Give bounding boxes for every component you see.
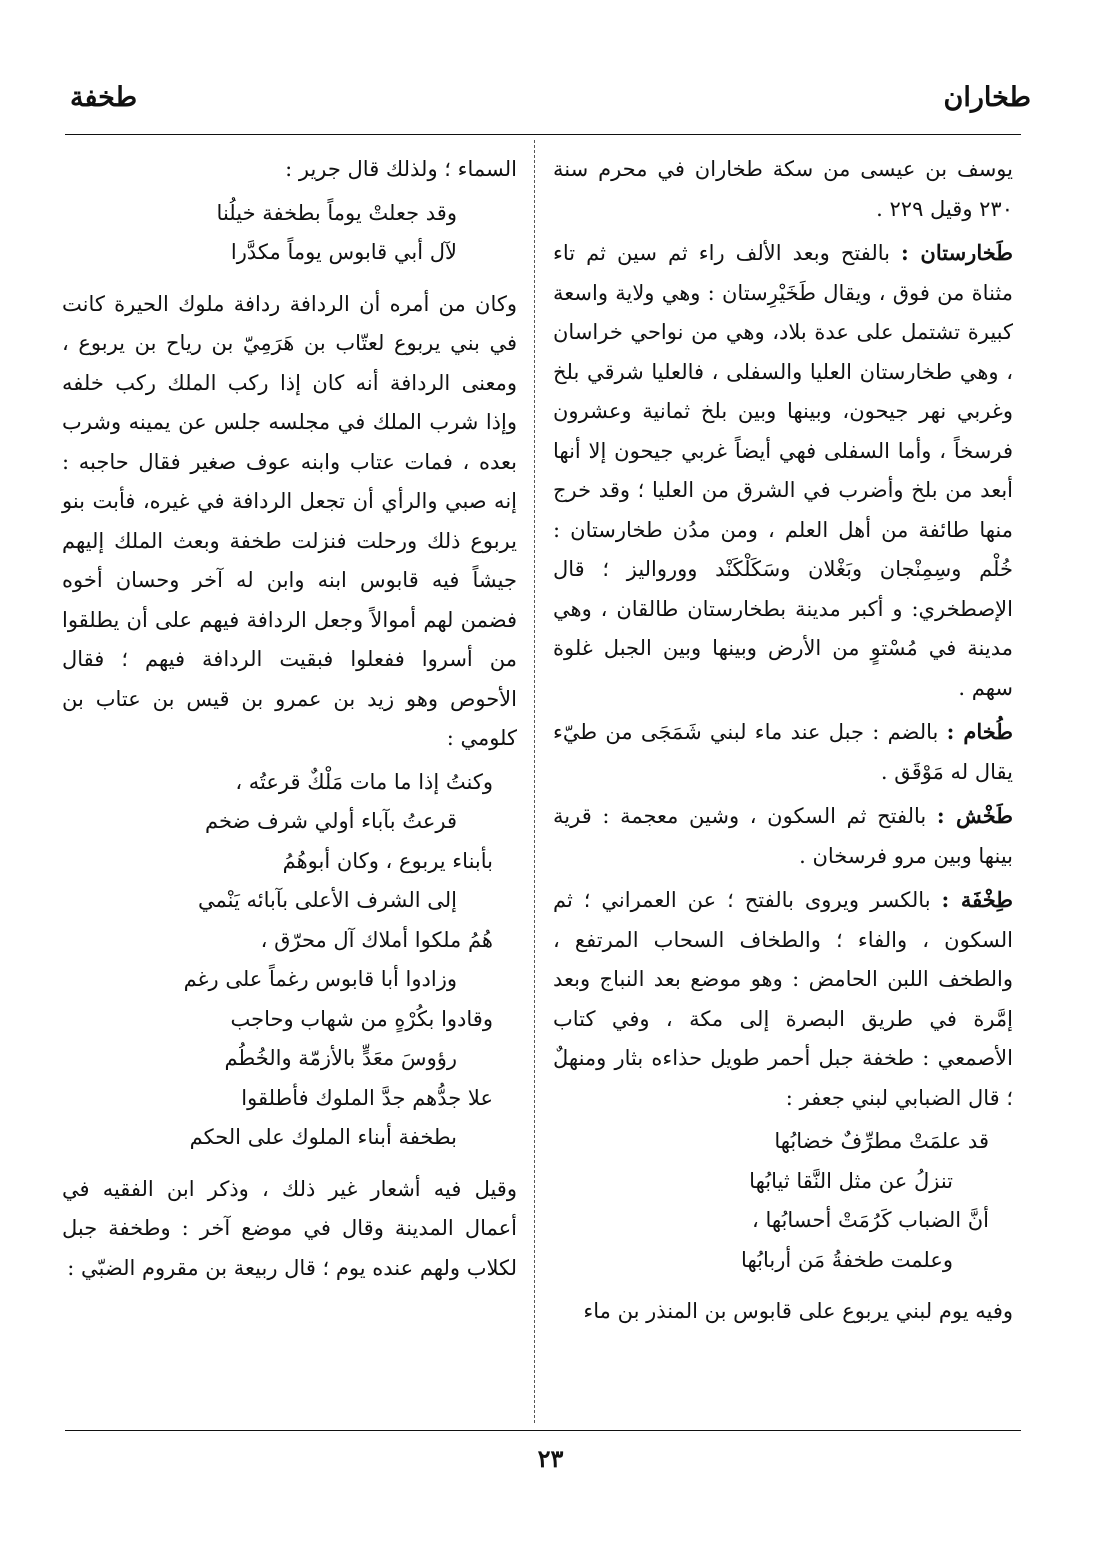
paragraph-continuation: السماء ؛ ولذلك قال جرير : <box>285 157 517 181</box>
verse-line: هُمُ ملكوا أملاك آل محرّق ، <box>260 927 493 952</box>
verse-line: وعلمت طخفةُ مَن أربابُها <box>741 1247 953 1272</box>
poem-jarir <box>62 194 517 273</box>
headword: طَخارستان : <box>901 240 1013 265</box>
poem-dababi <box>553 1122 1013 1280</box>
entry-text: بالكسر ويروى بالفتح ؛ عن العمراني ؛ ثم السكون ، والفاء ؛ والطخاف السحاب المرتفع ، والطخف اللبن الحامض : وهو موضع بعد النباج وبعد إمَّرة في طريق البصرة إلى مكة ، وفي كتاب الأصمعي : طخفة جبل أحمر طويل حذاءه بثار ومنهلٌ ؛ قال الضبابي لبني جعفر : <box>553 888 1013 1110</box>
entry-text: بالفتح ثم السكون ، وشين معجمة : قرية بينها وبين مرو فرسخان . <box>553 804 1013 868</box>
verse-line: تنزلُ عن مثل النَّقا ثيابُها <box>749 1168 953 1193</box>
poem-ahwas <box>62 763 517 1158</box>
entry-takhsh <box>553 796 1013 876</box>
header-rule <box>65 134 1021 135</box>
entry-text: بالضم : جبل عند ماء لبني شَمَجَى من طيّء يقال له مَوْقَق . <box>553 720 1013 784</box>
verse-line: وقد جعلتْ يوماً بطخفة خيلُنا <box>216 200 457 225</box>
verse-line: قرعتُ بآباء أولي شرف ضخم <box>204 809 457 833</box>
column-divider <box>534 140 535 1423</box>
entry-text: بالفتح وبعد الألف راء ثم سين ثم تاء مثناة من فوق ، ويقال طَخَيْرِستان : وهي ولاية واسعة كبيرة تشتمل على عدة بلاد، وهي من نواحي خراسان ، وهي طخارستان العليا والسفلى ، فالعليا شرقي بلخ وغربي نهر جيحون، وبينها وبين بلخ ثمانية وعشرون فرسخاً ، وأما السفلى فهي أيضاً غربي جيحون إلا أنها أبعد من بلخ وأضرب في الشرق من العليا ؛ وقد خرج منها طائفة من أهل العلم ، ومن مدُن طخارستان : خُلْم وسِمِنْجان وبَغْلان وسَكَلْكَنْد وورواليز ؛ قال الإصطخري: و أكبر مدينة بطخارستان طالقان ، وهي مدينة في مُسْتوٍ من الأرض وبينها وبين الجبل غلوة سهم . <box>553 241 1013 700</box>
verse-line: علا جدُّهم جدَّ الملوك فأطلقوا <box>241 1085 493 1110</box>
entry-tukham <box>553 712 1013 792</box>
verse-line: رؤوسَ معَدٍّ بالأزمّة والخُطُم <box>224 1046 457 1070</box>
headword: طِخْفَة : <box>941 887 1013 912</box>
paragraph-ibn-faqih: وقيل فيه أشعار غير ذلك ، وذكر ابن الفقيه في أعمال المدينة وقال في موضع آخر : وطخفة جبل لكلاب ولهم عنده يوم ؛ قال ربيعة بن مقروم الضبّي : <box>62 1176 517 1280</box>
paragraph-continuation: يوسف بن عيسى من سكة طخاران في محرم سنة ٢٣٠ وقيل ٢٢٩ . <box>553 157 1013 221</box>
headword: طُخام : <box>946 719 1014 744</box>
footer-rule <box>65 1430 1021 1431</box>
verse-line: وكنتُ إذا ما مات مَلْكٌ قرعتُه ، <box>235 769 493 794</box>
headword: طَخْش : <box>936 803 1013 828</box>
right-column <box>553 150 1013 1336</box>
verse-line: بطخفة أبناء الملوك على الحكم <box>189 1125 457 1149</box>
verse-line: لآل أبي قابوس يوماً مكدَّرا <box>230 240 457 264</box>
verse-line: إلى الشرف الأعلى بآبائه يَنْمي <box>198 888 457 912</box>
verse-line: قد علمَتْ مطرِّفٌ خضابُها <box>774 1129 989 1153</box>
verse-line: بأبناء يربوع ، وكان أبوهُمُ <box>282 848 493 873</box>
paragraph-continues: وفيه يوم لبني يربوع على قابوس بن المنذر بن ماء <box>583 1299 1013 1323</box>
verse-line: أنَّ الضباب كَرُمَتْ أحسابُها ، <box>751 1208 989 1232</box>
running-header-right: طخاران <box>943 82 1031 113</box>
page-number: ٢٣ <box>537 1444 564 1473</box>
verse-line: وزادوا أبا قابوس رغماً على رغم <box>183 967 457 991</box>
running-header-left: طخفة <box>70 82 138 113</box>
entry-tikhfa <box>553 880 1013 1118</box>
paragraph-radafa: وكان من أمره أن الردافة ردافة ملوك الحيرة كانت في بني يربوع لعتّاب بن هَرَمِيّ بن رياح بن يربوع ، ومعنى الردافة أنه كان إذا ركب الملك ركب خلفه وإذا شرب الملك في مجلسه جلس عن يمينه وشرب بعده ، فمات عتاب وابنه عوف صغير فقال حاجبه : إنه صبي والرأي أن تجعل الردافة في غيره، فأبت بنو يربوع ذلك ورحلت فنزلت طخفة وبعث الملك إليهم جيشاً فيه قابوس ابنه وابن له آخر وحسان أخوه فضمن لهم أموالاً وجعل الردافة فيهم على أن يطلقوا من أسروا ففعلوا فبقيت الردافة فيهم ؛ فقال الأحوص وهو زيد بن عمرو بن قيس بن عتاب بن كلومي : <box>62 291 517 750</box>
verse-line: وقادوا بكُرْهٍ من شهاب وحاجب <box>230 1006 493 1031</box>
entry-tukharistan <box>553 233 1013 708</box>
left-column <box>62 150 517 1292</box>
